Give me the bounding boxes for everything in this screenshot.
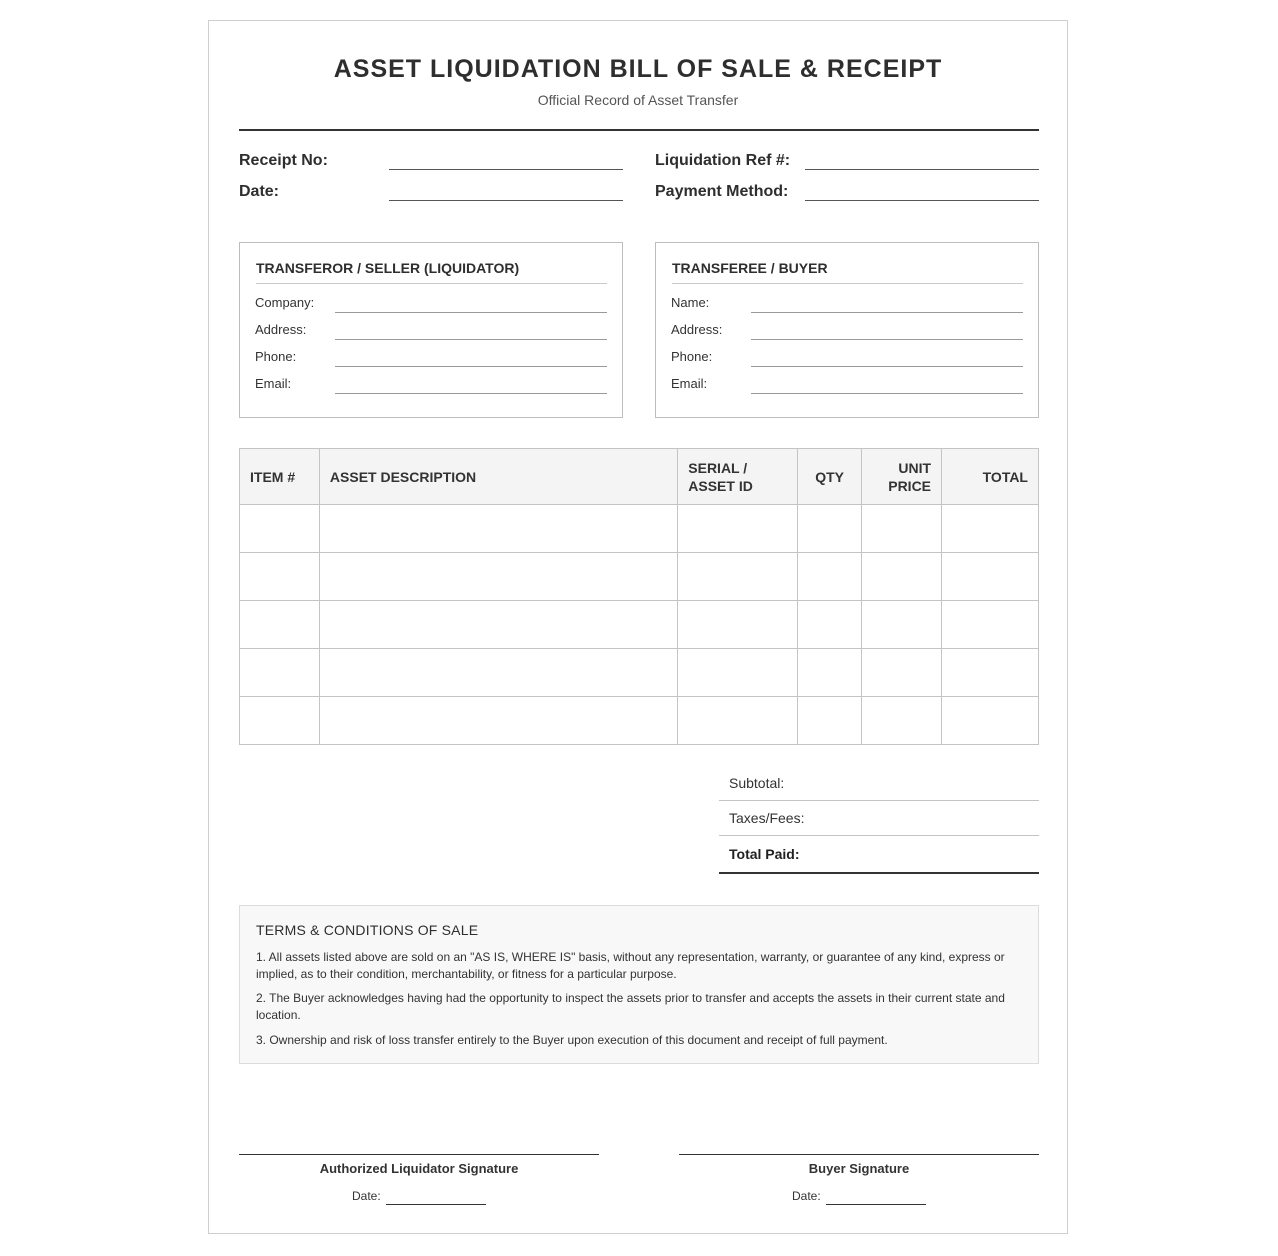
buyer-signature-label: Buyer Signature <box>808 1161 910 1176</box>
receipt-no-field[interactable] <box>389 169 623 170</box>
total-paid-label: Total Paid: <box>729 846 800 862</box>
cell-qty[interactable] <box>798 601 862 649</box>
col-header-unit-price-line1: UNIT <box>898 459 932 476</box>
payment-method-field[interactable] <box>805 200 1039 201</box>
seller-company-field[interactable] <box>335 312 607 313</box>
cell-serial[interactable] <box>678 553 798 601</box>
cell-item[interactable] <box>240 601 320 649</box>
term-3: 3. Ownership and risk of loss transfer entirely to the Buyer upon execution of this document and receipt of full payment. <box>256 1033 888 1047</box>
cell-total[interactable] <box>942 649 1039 697</box>
buyer-signature-line[interactable] <box>679 1154 1039 1155</box>
asset-items-table <box>239 448 1039 745</box>
cell-total[interactable] <box>942 553 1039 601</box>
buyer-phone-field[interactable] <box>751 366 1023 367</box>
seller-email-label: Email: <box>255 376 292 391</box>
seller-divider <box>256 283 607 284</box>
cell-total[interactable] <box>942 601 1039 649</box>
cell-description[interactable] <box>319 649 677 697</box>
seller-box <box>239 242 623 418</box>
buyer-email-label: Email: <box>671 376 708 391</box>
cell-unit-price[interactable] <box>862 505 942 553</box>
subtotal-divider <box>719 800 1039 801</box>
cell-unit-price[interactable] <box>862 601 942 649</box>
taxes-label: Taxes/Fees: <box>729 810 805 826</box>
seller-phone-label: Phone: <box>255 349 297 364</box>
col-header-serial-line1: SERIAL / <box>688 459 748 476</box>
terms-title: TERMS & CONDITIONS OF SALE <box>256 922 479 938</box>
col-header-serial-line2: ASSET ID <box>688 477 753 494</box>
payment-method-label: Payment Method: <box>655 183 789 200</box>
seller-address-label: Address: <box>255 322 307 337</box>
table-row <box>240 649 1039 697</box>
table-row <box>240 553 1039 601</box>
table-row <box>240 697 1039 745</box>
liquidator-signature-label: Authorized Liquidator Signature <box>319 1161 519 1176</box>
cell-item[interactable] <box>240 505 320 553</box>
subtotal-label: Subtotal: <box>729 775 785 791</box>
col-header-unit-price <box>862 449 942 505</box>
col-header-description: ASSET DESCRIPTION <box>319 449 677 505</box>
liquidation-ref-label: Liquidation Ref #: <box>655 152 791 169</box>
cell-unit-price[interactable] <box>862 697 942 745</box>
cell-qty[interactable] <box>798 505 862 553</box>
cell-item[interactable] <box>240 553 320 601</box>
cell-unit-price[interactable] <box>862 553 942 601</box>
taxes-divider <box>719 835 1039 836</box>
col-header-total: TOTAL <box>942 449 1039 505</box>
term-2: 2. The Buyer acknowledges having had the opportunity to inspect the assets prior to transfer and accepts the assets in their current state and location. <box>256 991 1005 1022</box>
seller-title: TRANSFEROR / SELLER (LIQUIDATOR) <box>256 260 520 276</box>
liquidation-ref-field[interactable] <box>805 169 1039 170</box>
cell-qty[interactable] <box>798 553 862 601</box>
buyer-divider <box>672 283 1023 284</box>
buyer-address-field[interactable] <box>751 339 1023 340</box>
total-paid-rule <box>719 872 1039 874</box>
col-header-qty: QTY <box>798 449 862 505</box>
buyer-name-label: Name: <box>671 295 710 310</box>
cell-item[interactable] <box>240 649 320 697</box>
buyer-name-field[interactable] <box>751 312 1023 313</box>
cell-serial[interactable] <box>678 697 798 745</box>
col-header-unit-price-line2: PRICE <box>888 477 932 494</box>
header-divider <box>239 129 1039 131</box>
cell-description[interactable] <box>319 601 677 649</box>
cell-total[interactable] <box>942 505 1039 553</box>
cell-qty[interactable] <box>798 697 862 745</box>
table-row <box>240 505 1039 553</box>
cell-unit-price[interactable] <box>862 649 942 697</box>
buyer-date-label: Date: <box>792 1189 821 1203</box>
col-header-serial <box>678 449 798 505</box>
table-row <box>240 601 1039 649</box>
document-title: ASSET LIQUIDATION BILL OF SALE & RECEIPT <box>333 55 943 83</box>
date-field[interactable] <box>389 200 623 201</box>
cell-total[interactable] <box>942 697 1039 745</box>
terms-box <box>239 905 1039 1064</box>
cell-description[interactable] <box>319 505 677 553</box>
cell-description[interactable] <box>319 697 677 745</box>
buyer-date-field[interactable] <box>826 1204 926 1205</box>
cell-item[interactable] <box>240 697 320 745</box>
buyer-email-field[interactable] <box>751 393 1023 394</box>
seller-company-label: Company: <box>255 295 315 310</box>
liquidator-signature-line[interactable] <box>239 1154 599 1155</box>
term-1: 1. All assets listed above are sold on an "AS IS, WHERE IS" basis, without any representation, warranty, or guarantee of any kind, express or implied, as to their condition, merchantability, or fitness for a particular purpose. <box>256 950 1005 981</box>
liquidator-date-label: Date: <box>352 1189 381 1203</box>
cell-qty[interactable] <box>798 649 862 697</box>
cell-serial[interactable] <box>678 601 798 649</box>
cell-serial[interactable] <box>678 649 798 697</box>
seller-phone-field[interactable] <box>335 366 607 367</box>
date-label: Date: <box>239 183 280 200</box>
buyer-box <box>655 242 1039 418</box>
document-page <box>208 20 1068 1234</box>
seller-address-field[interactable] <box>335 339 607 340</box>
buyer-title: TRANSFEREE / BUYER <box>672 260 828 276</box>
col-header-item: ITEM # <box>240 449 320 505</box>
document-subtitle: Official Record of Asset Transfer <box>537 92 739 108</box>
cell-serial[interactable] <box>678 505 798 553</box>
buyer-address-label: Address: <box>671 322 723 337</box>
buyer-phone-label: Phone: <box>671 349 713 364</box>
table-header-row <box>240 449 1039 505</box>
seller-email-field[interactable] <box>335 393 607 394</box>
receipt-no-label: Receipt No: <box>239 152 328 169</box>
cell-description[interactable] <box>319 553 677 601</box>
liquidator-date-field[interactable] <box>386 1204 486 1205</box>
